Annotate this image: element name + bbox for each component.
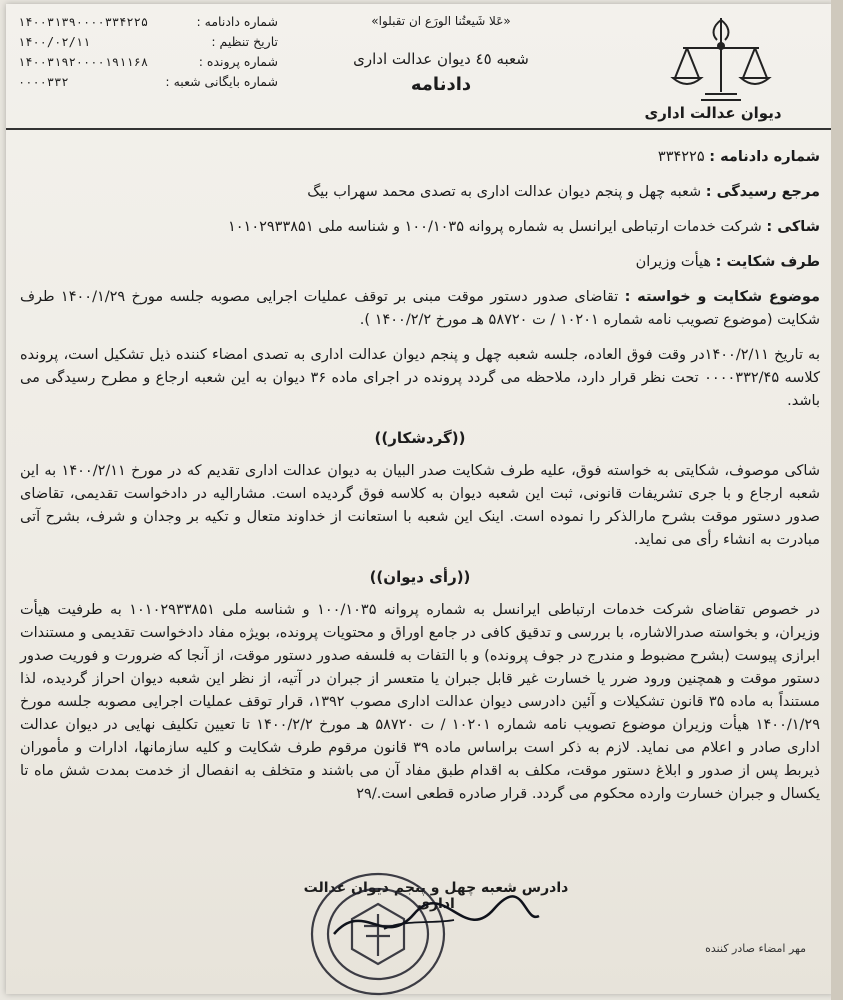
history-section-title: ((گردشکار)) xyxy=(374,429,466,447)
metadata-row xyxy=(18,52,278,72)
metadata-row xyxy=(18,12,278,32)
field-plaintiff xyxy=(20,216,820,239)
field-value: شعبه چهل و پنجم دیوان عدالت اداری به تصدی محمد سهراب بیگ xyxy=(307,184,702,200)
intro-paragraph: به تاریخ ۱۴۰۰/۲/۱۱در وقت فوق العاده، جلسه شعبه چهل و پنجم دیوان عدالت اداری به تصدی امضاء کننده ذیل تشکیل است، پرونده کلاسه ۰۰۰۰۳۳۲/۴۵ تحت نظر قرار دارد، ملاحظه می گردد پرونده در اجرای ماده ۳۶ دیوان به این شعبه ارجاع و مطرح رسیدگی می باشد. xyxy=(20,347,820,409)
history-paragraph: شاکی موصوف، شکایتی به خواسته فوق، علیه طرف شکایت صدر البیان به دیوان عدالت اداری تقدیم که در مورخ ۱۴۰۰/۲/۱۱ به این شعبه ارجاع و با جری تشریفات قانونی، ثبت این شعبه دیوان به کلاسه فوق گردیده است. مشارالیه در دادخواست تقدیمی، تقاضای صدور دستور موقت بشرح مارالذکر را نموده است. اینک این شعبه با استعانت از خداوند متعال و تکیه بر وجدان و شرف، بشرح آتی مبادرت به انشاء رأی می نماید. xyxy=(20,463,820,548)
field-label: شاکی : xyxy=(766,219,820,235)
ruling-paragraph: در خصوص تقاضای شرکت خدمات ارتباطی ایرانسل به شماره پروانه ۱۰۰/۱۰۳۵ و شناسه ملی ۱۰۱۰۲۹۳۳۸۵۱ به طرفیت هیأت وزیران، و بخواسته صدرالاشاره، با بررسی و تدقیق کافی در جامع اوراق و محتویات پرونده، بویژه مفاد دادخواست تقدیمی و مستندات ابرازی پیوست (بشرح مضبوط و مندرج در جوف پرونده) و با التفات به فلسفه صدور دستور موقت، از آنجا که ضرورت و فوریت صدور دستور موقت و همچنین ورود ضرر یا خسارت غیر قابل جبران یا متعسر از جبران در آتیه، از نظر این شعبه دیوان احراز گردیده، لذا مستنداً به ماده ۳۵ قانون تشکیلات و آئین دادرسی دیوان عدالت اداری مصوب ۱۳۹۲، قرار توقف عملیات اجرایی مصوبه جلسه مورخ ۱۴۰۰/۱/۲۹ هیأت وزیران موضوع تصویب نامه شماره ۱۰۲۰۱ / ت ۵۸۷۲۰ هـ مورخ ۱۴۰۰/۲/۲ تا تعیین تکلیف نهایی در دیوان عدالت اداری صادر و اعلام می نماید. لازم به ذکر است براساس ماده ۳۹ قانون مرقوم طرف شکایت و کلیه سازمانها، ادارات و مأموران ذیربط پس از صدور و ابلاغ دستور موقت، مکلف به اقدام طبق مفاد آن می باشند و متخلف به انفصال از خدمت بمدت شش ماه تا یکسال و جبران خسارت وارده محکوم می گردد. قرار صادره قطعی است./۲۹ xyxy=(20,602,821,802)
field-value: ۳۳۴۲۲۵ xyxy=(657,149,705,165)
document-page xyxy=(6,4,834,994)
metadata-label: شماره دادنامه : xyxy=(196,14,278,29)
field-label: مرجع رسیدگی : xyxy=(705,184,820,200)
ruling-section-title: ((رأی دیوان)) xyxy=(369,568,471,586)
field-value: هیأت وزیران xyxy=(635,254,712,270)
document-heading xyxy=(306,14,576,95)
field-verdict-number xyxy=(20,146,820,169)
metadata-value: ۱۴۰۰۳۱۹۲۰۰۰۰۱۹۱۱۶۸ xyxy=(18,55,149,69)
field-authority xyxy=(20,181,820,204)
field-value: شرکت خدمات ارتباطی ایرانسل به شماره پروانه ۱۰۰/۱۰۳۵ و شناسه ملی ۱۰۱۰۲۹۳۳۸۵۱ xyxy=(227,219,762,235)
document-body xyxy=(20,146,820,814)
metadata-label: شماره پرونده : xyxy=(198,54,278,69)
page-edge xyxy=(831,0,843,1000)
field-label: موضوع شکایت و خواسته : xyxy=(624,289,821,305)
field-label: طرف شکایت : xyxy=(715,254,820,270)
field-value: تقاضای صدور دستور موقت مبنی بر توقف عملیات اجرایی مصوبه جلسه مورخ ۱۴۰۰/۱/۲۹ طرف شکایت (موضوع تصویب نامه شماره ۱۰۲۰۱ / ت ۵۸۷۲۰ هـ مورخ ۱۴۰۰/۲/۲ ). xyxy=(20,289,820,328)
metadata-value: ۰۰۰۰۳۳۲ xyxy=(18,75,69,89)
issuer-note: مهر امضاء صادر کننده xyxy=(705,942,806,955)
field-label: شماره دادنامه : xyxy=(709,149,820,165)
metadata-value: ۱۴۰۰۳۱۳۹۰۰۰۰۳۳۴۲۲۵ xyxy=(18,15,149,29)
field-subject xyxy=(20,286,820,332)
metadata-row xyxy=(18,32,278,52)
metadata-value: ۱۴۰۰/۰۲/۱۱ xyxy=(18,35,91,49)
metadata-label: شماره بایگانی شعبه : xyxy=(165,74,278,89)
branch-title: شعبه ٤٥ دیوان عدالت اداری xyxy=(353,50,529,68)
religious-motto: «عَلا شَیعتُنا الورَع ان تقبلوا» xyxy=(371,14,511,28)
field-defendant xyxy=(20,251,820,274)
handwritten-signature xyxy=(324,894,544,954)
document-type-title: دادنامه xyxy=(410,74,472,95)
document-metadata xyxy=(18,12,278,92)
metadata-label: تاریخ تنظیم : xyxy=(211,34,278,49)
court-name-label: دیوان عدالت اداری xyxy=(644,104,782,122)
signer-title: دادرس شعبه چهل و پنجم دیوان عدالت اداری xyxy=(303,880,569,912)
metadata-row xyxy=(18,72,278,92)
header-divider xyxy=(6,128,834,130)
